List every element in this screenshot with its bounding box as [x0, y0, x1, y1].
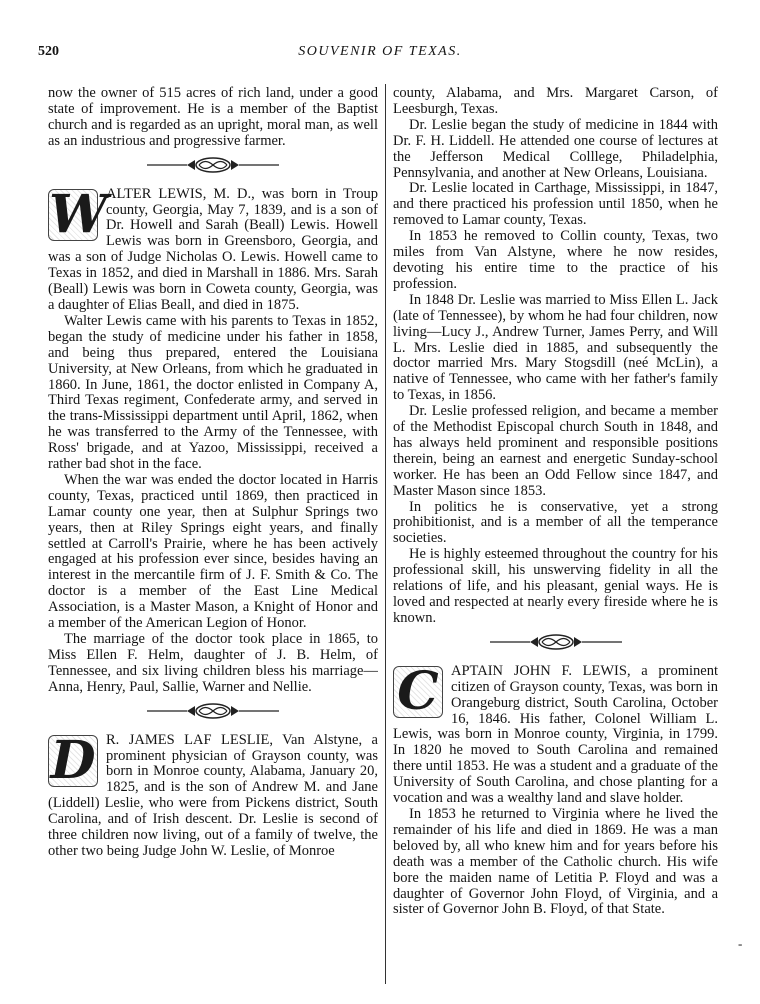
page-number: 520	[38, 44, 59, 59]
column-divider	[385, 84, 386, 984]
james-cont-paragraph-3: Dr. Leslie located in Carthage, Mississippi, in 1847, and there practiced his profession until 1850, when he removed to Lamar county, Texas.	[393, 180, 718, 229]
james-cont-paragraph-5: In 1848 Dr. Leslie was married to Miss Ellen L. Jack (late of Tennessee), by whom he had four children, now living—Lucy J., Andrew Turner, James Perry, and Will L. Mrs. Leslie died in 1885, and subsequently the doctor married Mrs. Mary Stogsdill (neé McLin), a native of Tennessee, who came with her father's family to Texas, in 1856.	[393, 291, 718, 404]
james-cont-paragraph-6: Dr. Leslie professed religion, and became a member of the Methodist Episcopal church South in 1848, and has always held prominent and responsible positions therein, being an earnest and energetic Sunday-school worker. He has been an Odd Fellow since 1847, and Master Mason since 1853.	[393, 403, 718, 499]
james-cont-paragraph-7: In politics he is conservative, yet a strong prohibitionist, and is a member of all the temperance societies.	[393, 498, 718, 547]
running-title: SOUVENIR OF TEXAS.	[298, 44, 462, 59]
dropcap-d: D	[48, 735, 98, 787]
section-ornament	[48, 155, 378, 179]
section-ornament	[393, 632, 718, 656]
james-leslie-entry	[48, 733, 378, 860]
captain-paragraph-1: APTAIN JOHN F. LEWIS, a prominent citizen of Grayson county, Texas, was born in Orangeburg district, South Carolina, October 16, 1846. His father, Colonel William L. Lewis, was born in Monroe county, Virginia, in 1799. In 1820 he moved to South Carolina and remained there until 1853. He was a student and a graduate of the University of South Carolina, and chose planting for a vocation and was a wealthy land and slave holder.	[393, 663, 718, 807]
james-cont-paragraph-1: county, Alabama, and Mrs. Margaret Carson, of Leesburgh, Texas.	[393, 85, 718, 117]
section-ornament	[48, 701, 378, 725]
james-cont-paragraph-2: Dr. Leslie began the study of medicine in 1844 with Dr. F. H. Liddell. He attended one course of lectures at the Jefferson Medical Colllege, Philadelphia, Pennsylvania, and another at New Orleans, Louisiana.	[393, 116, 718, 181]
walter-lewis-entry	[48, 187, 378, 696]
walter-paragraph-2: Walter Lewis came with his parents to Texas in 1852, began the study of medicine under his father in 1858, and being thus prepared, entered the Louisiana University, at New Orleans, from which he graduated in 1860. In June, 1861, the doctor enlisted in Company A, Third Texas regiment, Confederate army, and served in the trans-Mississippi department until April, 1862, when he was transferred to the Army of the Tennessee, with Ross' brigade, and at Yazoo, Mississippi, received a rather bad shot in the face.	[48, 312, 378, 473]
left-column	[48, 86, 378, 860]
james-cont-paragraph-4: In 1853 he removed to Collin county, Texas, two miles from Van Alstyne, where he now resides, devoting his entire time to the practice of his profession.	[393, 228, 718, 292]
dropcap-c: C	[393, 666, 443, 718]
walter-paragraph-4: The marriage of the doctor took place in 1865, to Miss Ellen F. Helm, daughter of J. B. Helm, of Tennessee, and six living children bless his marriage—Anna, Henry, Paul, Sallie, Warner and Nellie.	[48, 631, 378, 695]
margin-mark: -	[738, 936, 743, 951]
right-column	[393, 86, 718, 918]
page-header	[38, 44, 722, 64]
intro-paragraph: now the owner of 515 acres of rich land, under a good state of improvement. He is a member of the Baptist church and is regarded as an upright, moral man, as well as an industrious and progressive farmer.	[48, 85, 378, 149]
walter-paragraph-1: ALTER LEWIS, M. D., was born in Troup county, Georgia, May 7, 1839, and is a son of Dr. Howell and Sarah (Beall) Lewis. Howell Lewis was born in Greensboro, Georgia, and was a son of Judge Nicholas O. Lewis. Howell came to Texas in 1852, and died in Marshall in 1886. Mrs. Sarah (Beall) Lewis was born in Coweta county, Georgia, was a daughter of Elias Beall, and died in 1875.	[48, 186, 378, 313]
dropcap-w: W	[49, 186, 108, 245]
james-paragraph-1: R. JAMES LAF LESLIE, Van Alstyne, a prominent physician of Grayson county, was born in Monroe county, Alabama, January 20, 1825, and is the son of Andrew M. and Jane (Liddell) Leslie, who were from Pickens district, South Carolina, and of Irish descent. Dr. Leslie is second of three children now living, out of a family of twelve, the other two being Judge John W. Leslie, of Monroe	[48, 732, 378, 859]
walter-paragraph-3: When the war was ended the doctor located in Harris county, Texas, practiced until 1869, then practiced in Lamar county one year, then at Sulphur Springs two years, then at Riley Springs eight years, and finally settled at Carroll's Prairie, where he has been actively engaged at his profession ever since, besides having an interest in the mercantile firm of J. F. Smith & Co. The doctor is a member of the East Line Medical Association, is a Master Mason, a Knight of Honor and a member of the American Legion of Honor.	[48, 471, 378, 632]
james-cont-paragraph-8: He is highly esteemed throughout the country for his professional skill, his unswerving fidelity in all the relations of life, and his pleasant, genial ways. He is loved and respected at nearly every fireside where he is known.	[393, 546, 718, 626]
captain-paragraph-2: In 1853 he returned to Virginia where he lived the remainder of his life and died in 1869. He was a man beloved by, all who knew him and for years before his death was a member of the Catholic church. His wife bore the maiden name of Letitia P. Floyd and was a daughter of Governor John Floyd, of Virginia, and a sister of Governor John B. Floyd, of that State.	[393, 805, 718, 918]
captain-lewis-entry	[393, 664, 718, 919]
